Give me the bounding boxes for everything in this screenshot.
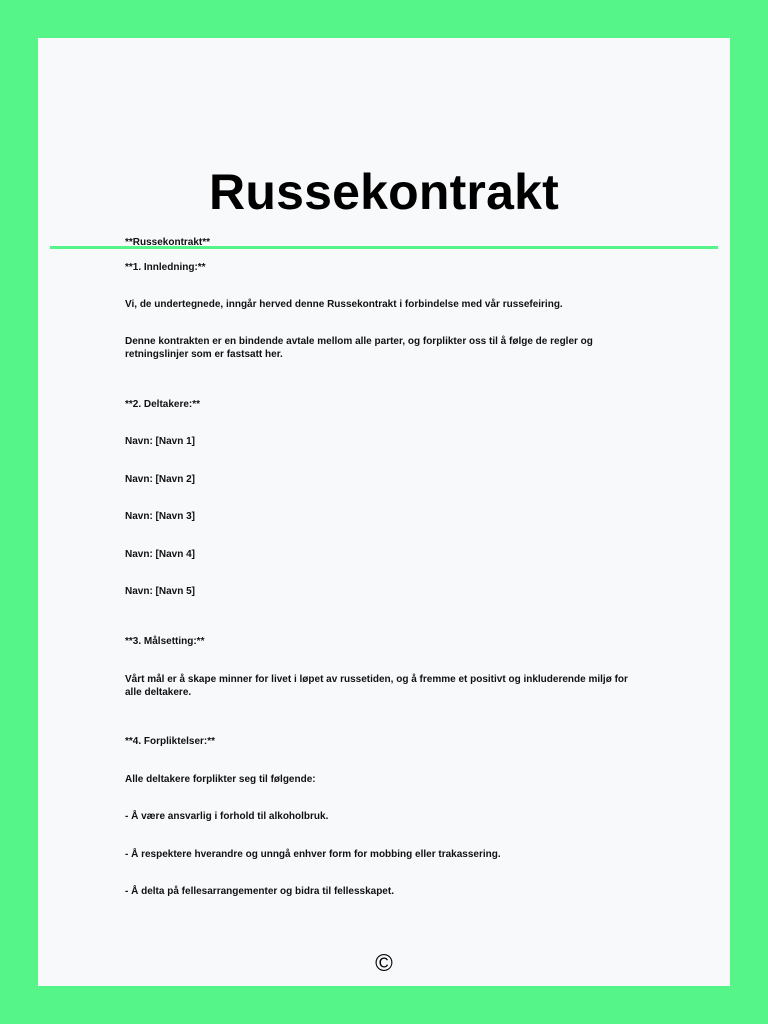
participant-name-1: Navn: [Navn 1]: [125, 436, 196, 447]
copyright-icon: ©: [375, 950, 393, 977]
obligation-item-2: - Å respektere hverandre og unngå enhver form for mobbing eller trakassering.: [125, 849, 501, 860]
section-heading-malsetting: **3. Målsetting:**: [125, 636, 205, 647]
document-page: [38, 38, 730, 986]
doc-heading: **Russekontrakt**: [125, 237, 211, 248]
section-heading-innledning: **1. Innledning:**: [125, 262, 206, 273]
participant-name-5: Navn: [Navn 5]: [125, 586, 196, 597]
section-heading-deltakere: **2. Deltakere:**: [125, 399, 201, 410]
obligation-item-1: - Å være ansvarlig i forhold til alkoholbruk.: [125, 811, 329, 822]
participant-name-4: Navn: [Navn 4]: [125, 549, 196, 560]
obligation-item-3: - Å delta på fellesarrangementer og bidra til fellesskapet.: [125, 886, 394, 897]
participant-name-3: Navn: [Navn 3]: [125, 511, 196, 522]
paragraph-goal: Vårt mål er å skape minner for livet i løpet av russetiden, og å fremme et positivt og inkluderende miljø for alle deltakere.: [125, 674, 628, 698]
participant-name-2: Navn: [Navn 2]: [125, 474, 196, 485]
page-title: Russekontrakt: [209, 164, 559, 220]
paragraph-obligations: Alle deltakere forplikter seg til følgende:: [125, 774, 316, 785]
paragraph-intro: Vi, de undertegnede, inngår herved denne Russekontrakt i forbindelse med vår russefeiring.: [125, 299, 563, 310]
paragraph-binding: Denne kontrakten er en bindende avtale mellom alle parter, og forplikter oss til å følge de regler og retningslinjer som er fastsatt her.: [125, 336, 593, 360]
section-heading-forpliktelser: **4. Forpliktelser:**: [125, 736, 216, 747]
